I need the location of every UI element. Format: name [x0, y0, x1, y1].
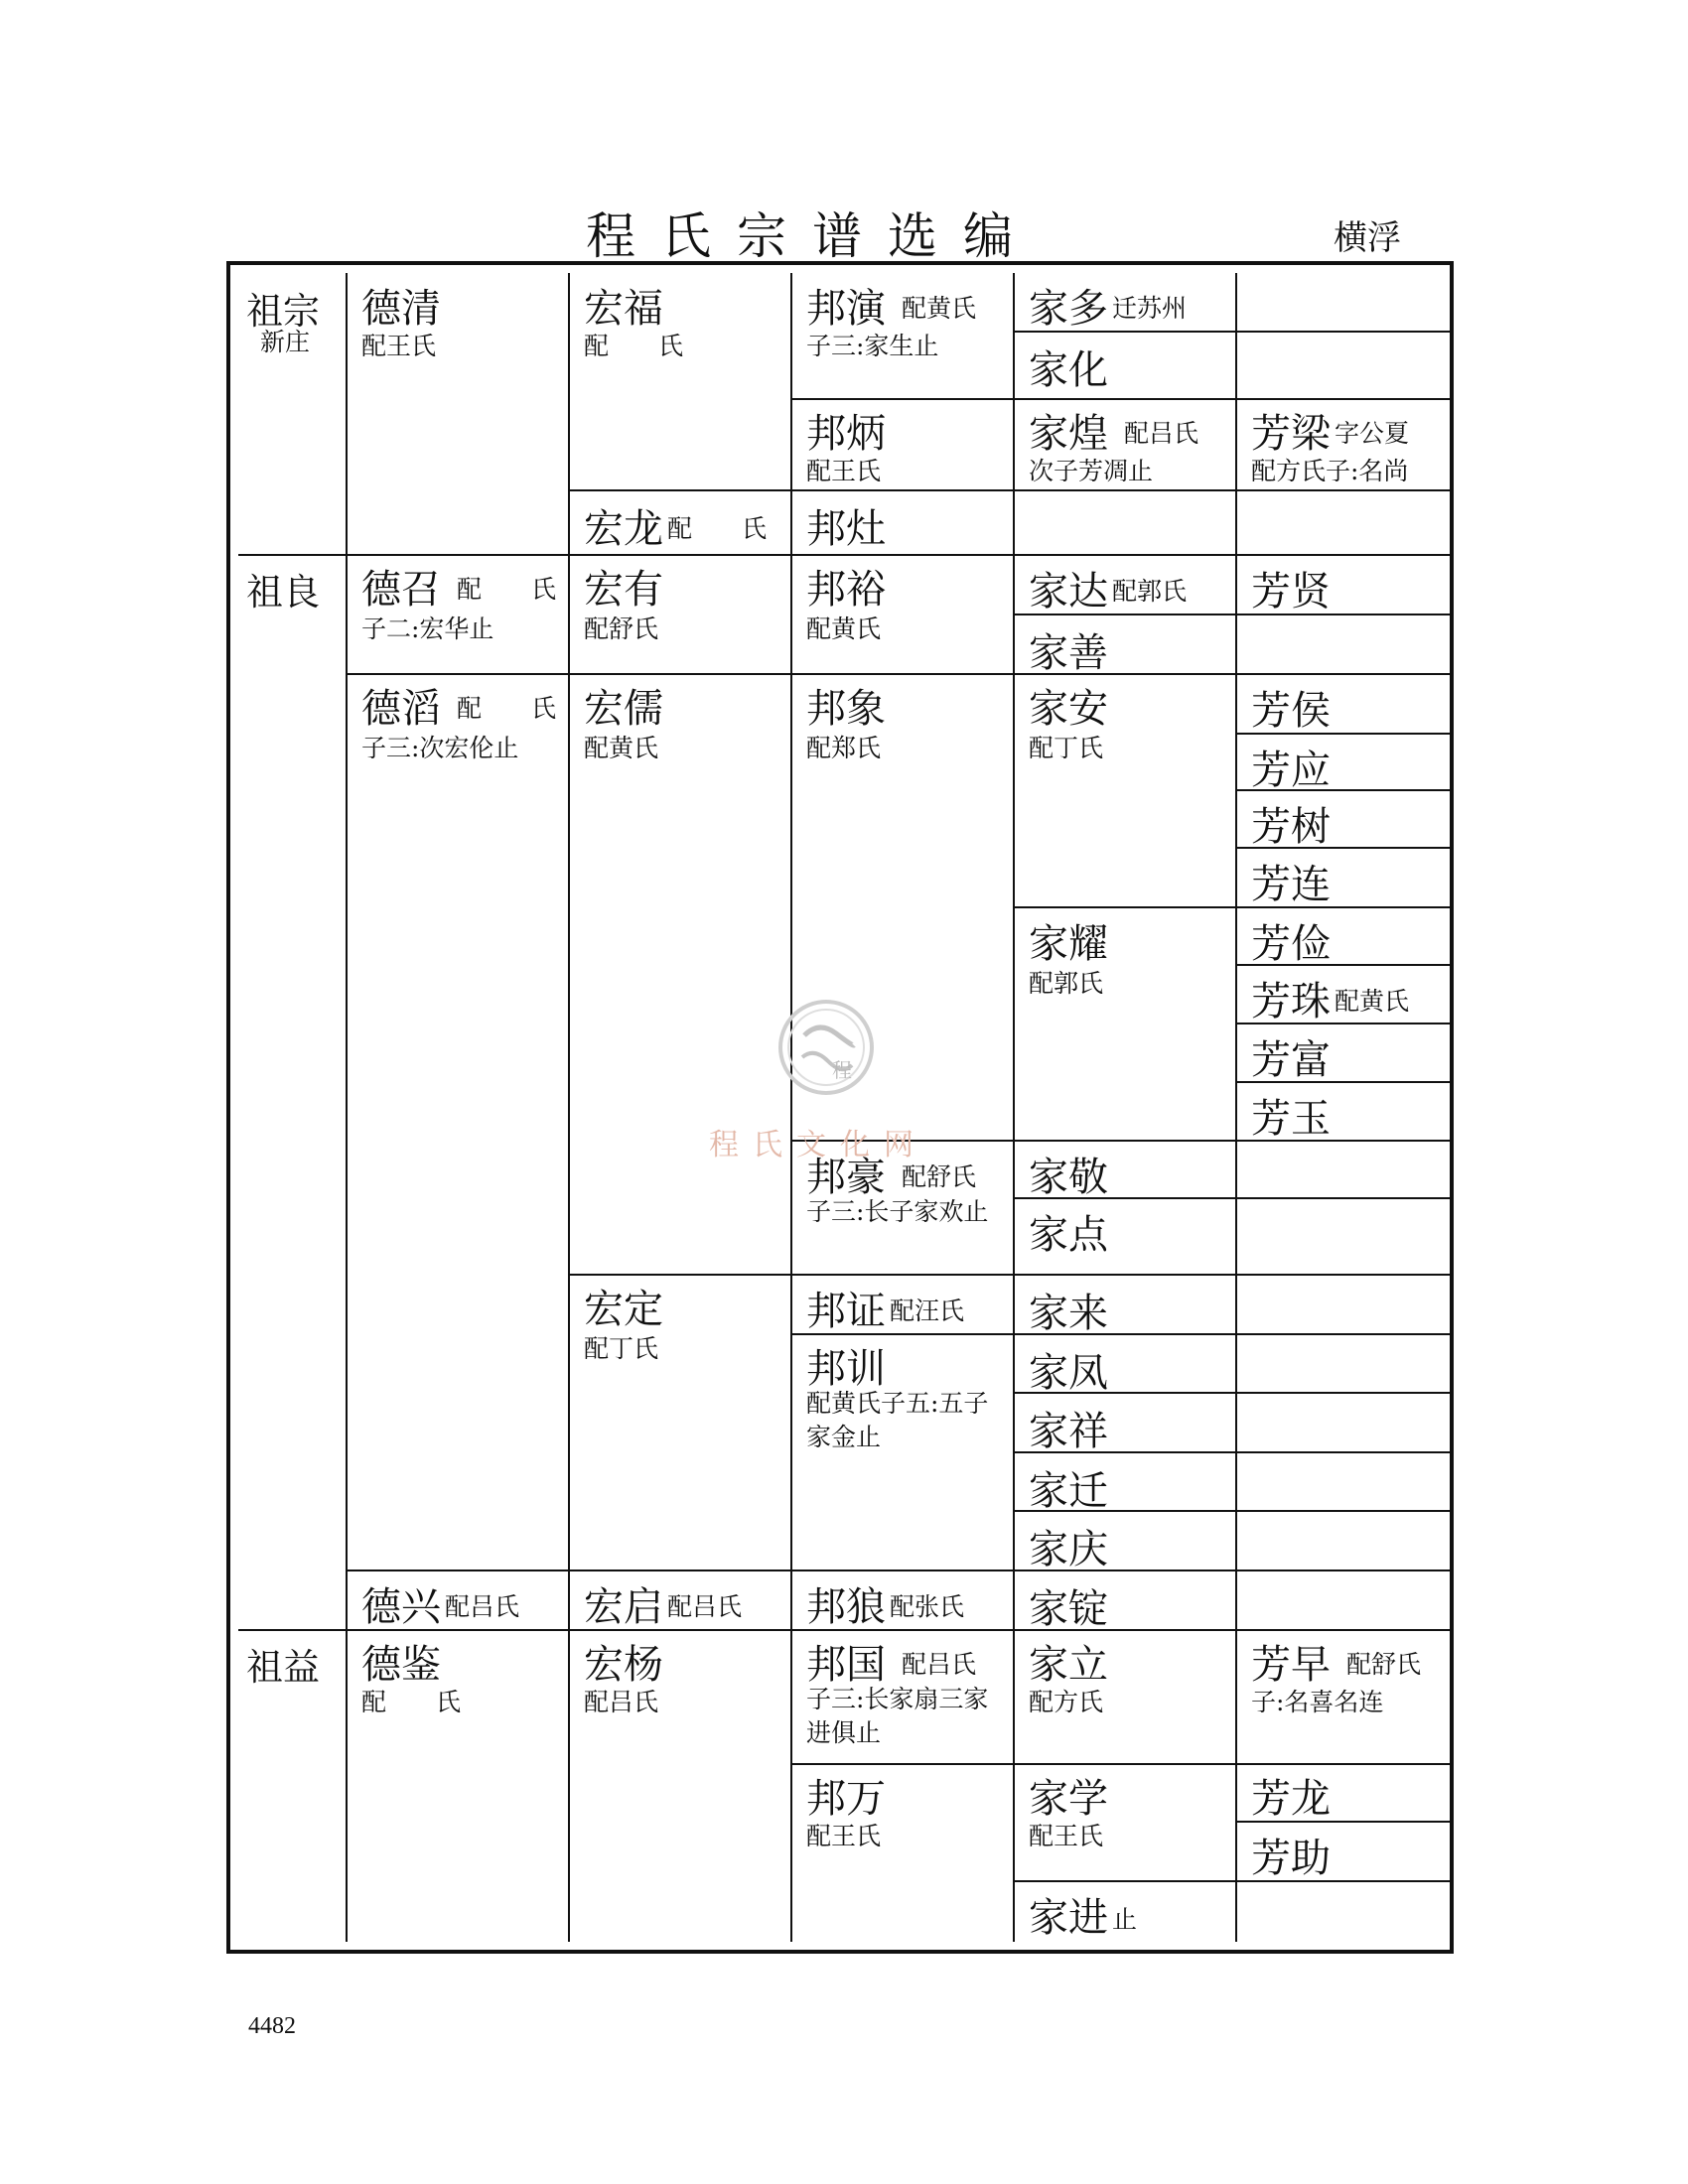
person-name: 家祥	[1029, 1409, 1108, 1454]
person-name: 芳龙	[1251, 1776, 1331, 1822]
person-name: 家迁	[1029, 1468, 1108, 1514]
person-cell	[792, 1571, 1013, 1631]
person-detail: 配丁氏	[584, 1334, 659, 1363]
person-name: 芳侯	[1251, 688, 1331, 734]
person-cell	[1015, 1512, 1235, 1571]
person-name: 家立	[1029, 1642, 1108, 1688]
person-name: 家进	[1029, 1895, 1108, 1941]
person-name: 邦炳	[806, 411, 886, 457]
person-name: 邦狼	[806, 1584, 886, 1630]
person-cell	[570, 1631, 790, 1942]
person-name: 芳连	[1251, 862, 1331, 907]
empty-cell	[1237, 1453, 1454, 1512]
empty-cell	[1237, 273, 1454, 333]
ancestor-cell	[238, 273, 346, 556]
person-note: 配吕氏	[667, 1592, 743, 1621]
person-cell	[1237, 400, 1454, 491]
person-cell	[570, 675, 790, 1276]
ancestor-name: 祖益	[246, 1646, 320, 1689]
empty-cell	[1015, 491, 1235, 556]
person-detail: 配 氏	[361, 1688, 462, 1716]
person-name: 邦证	[806, 1289, 886, 1334]
person-name: 家安	[1029, 686, 1108, 732]
empty-cell	[1237, 1882, 1454, 1942]
person-name: 芳早	[1251, 1642, 1331, 1688]
person-name: 邦演	[806, 286, 886, 332]
person-note: 配 氏	[457, 575, 557, 604]
genealogy-table	[238, 273, 1454, 1942]
empty-cell	[1237, 1199, 1454, 1276]
person-detail: 配舒氏	[584, 614, 659, 643]
person-name: 芳助	[1251, 1836, 1331, 1881]
person-cell	[792, 400, 1013, 491]
person-cell	[570, 556, 790, 675]
empty-cell	[1237, 1276, 1454, 1335]
person-note: 配吕氏	[445, 1592, 520, 1621]
person-cell	[1237, 1631, 1454, 1765]
empty-cell	[1237, 1512, 1454, 1571]
person-cell	[570, 1276, 790, 1571]
person-cell	[1015, 1631, 1235, 1765]
person-name: 芳树	[1251, 804, 1331, 850]
person-cell	[792, 1631, 1013, 1765]
person-cell	[792, 1335, 1013, 1571]
person-name: 芳富	[1251, 1037, 1331, 1083]
empty-cell	[1237, 491, 1454, 556]
person-cell	[1015, 1394, 1235, 1453]
page-title: 程氏宗谱选编	[586, 207, 1039, 265]
person-cell	[1237, 849, 1454, 908]
person-note: 配黄氏	[1335, 987, 1410, 1016]
person-cell	[1237, 791, 1454, 849]
person-note: 配舒氏	[902, 1162, 977, 1191]
person-name: 家化	[1029, 347, 1108, 393]
person-cell	[1015, 1276, 1235, 1335]
person-cell	[348, 1571, 568, 1631]
person-name: 家来	[1029, 1291, 1108, 1336]
person-name: 芳珠	[1251, 979, 1331, 1024]
person-detail: 配 氏	[584, 332, 684, 360]
person-name: 家凤	[1029, 1350, 1108, 1396]
person-note: 配张氏	[890, 1592, 965, 1621]
person-name: 宏福	[584, 286, 663, 332]
watermark-text: 程氏文化网	[709, 1128, 927, 1162]
person-cell	[1015, 1882, 1235, 1942]
person-cell	[1237, 908, 1454, 966]
person-cell	[1015, 615, 1235, 675]
person-cell	[570, 273, 790, 491]
person-name: 家煌	[1029, 411, 1108, 457]
person-name: 家学	[1029, 1776, 1108, 1822]
person-note: 配舒氏	[1346, 1650, 1422, 1679]
person-cell	[1237, 556, 1454, 615]
person-cell	[1015, 1199, 1235, 1276]
person-name: 邦国	[806, 1642, 886, 1688]
person-name: 德清	[361, 286, 441, 332]
ancestor-note: 新庄	[260, 328, 311, 356]
person-name: 宏龙	[584, 506, 663, 552]
person-cell	[1015, 1335, 1235, 1394]
person-name: 家锭	[1029, 1586, 1108, 1632]
ancestor-cell	[238, 556, 346, 1631]
person-name: 芳梁	[1251, 411, 1331, 457]
person-name: 家多	[1029, 286, 1108, 332]
person-note: 字公夏	[1335, 419, 1410, 448]
person-note: 配汪氏	[890, 1297, 965, 1325]
person-name: 家善	[1029, 630, 1108, 676]
person-name: 家庆	[1029, 1527, 1108, 1572]
person-detail: 配王氏	[806, 1822, 882, 1850]
person-name: 家点	[1029, 1212, 1108, 1258]
person-cell	[792, 273, 1013, 400]
person-name: 邦训	[806, 1346, 886, 1392]
ancestor-name: 祖良	[246, 571, 320, 614]
person-cell	[1237, 675, 1454, 735]
person-cell	[1015, 1142, 1235, 1199]
seal-character: 程	[832, 1058, 852, 1082]
person-cell	[570, 1571, 790, 1631]
person-detail: 配王氏	[361, 332, 437, 360]
person-name: 宏杨	[584, 1642, 663, 1688]
person-cell	[1015, 1571, 1235, 1631]
person-cell	[570, 491, 790, 556]
person-detail: 配王氏	[1029, 1822, 1104, 1850]
person-note: 迁苏州	[1112, 294, 1188, 323]
person-cell	[792, 491, 1013, 556]
person-cell	[1015, 333, 1235, 400]
person-detail: 配吕氏	[584, 1688, 659, 1716]
person-detail: 子三:长子家欢止	[806, 1197, 989, 1226]
person-name: 德兴	[361, 1584, 441, 1630]
person-detail: 配丁氏	[1029, 734, 1104, 762]
person-name: 宏儒	[584, 686, 663, 732]
ancestor-cell	[238, 1631, 346, 1942]
person-cell	[348, 556, 568, 675]
person-detail: 子三:家生止	[806, 332, 939, 360]
person-cell	[792, 1276, 1013, 1335]
person-name: 家耀	[1029, 921, 1108, 967]
person-name: 德鉴	[361, 1642, 441, 1688]
person-cell	[348, 1631, 568, 1942]
person-detail: 子三:长家扇三家进俱止	[806, 1685, 989, 1747]
person-detail: 配方氏子:名尚	[1251, 457, 1409, 485]
person-cell	[1237, 1765, 1454, 1823]
person-cell	[792, 556, 1013, 675]
person-detail: 配王氏	[806, 457, 882, 485]
person-name: 邦裕	[806, 567, 886, 613]
empty-cell	[1237, 615, 1454, 675]
person-detail: 子:名喜名连	[1251, 1688, 1384, 1716]
person-name: 宏有	[584, 567, 663, 613]
person-name: 邦象	[806, 686, 886, 732]
person-name: 家达	[1029, 569, 1108, 614]
person-name: 宏定	[584, 1287, 663, 1332]
person-cell	[1237, 1024, 1454, 1083]
person-name: 芳应	[1251, 748, 1331, 793]
person-detail: 子二:宏华止	[361, 614, 494, 643]
empty-cell	[1237, 1335, 1454, 1394]
person-cell	[1015, 1765, 1235, 1882]
empty-cell	[1237, 1394, 1454, 1453]
person-detail: 配郑氏	[806, 734, 882, 762]
person-note: 配吕氏	[1124, 419, 1199, 448]
person-name: 家敬	[1029, 1155, 1108, 1200]
person-detail: 配方氏	[1029, 1688, 1104, 1716]
person-cell	[1015, 1453, 1235, 1512]
page-number: 4482	[248, 2013, 296, 2039]
person-detail: 次子芳凋止	[1029, 457, 1154, 485]
region-label: 横浮	[1334, 218, 1401, 258]
person-detail: 配黄氏	[806, 614, 882, 643]
person-cell	[348, 675, 568, 1571]
person-name: 德召	[361, 567, 441, 613]
person-cell	[1237, 1823, 1454, 1882]
person-name: 宏启	[584, 1584, 663, 1630]
person-cell	[1015, 400, 1235, 491]
person-note: 止	[1112, 1905, 1138, 1934]
person-cell	[1015, 556, 1235, 615]
person-name: 芳贤	[1251, 569, 1331, 614]
person-cell	[348, 273, 568, 556]
person-cell	[1237, 966, 1454, 1024]
person-name: 芳玉	[1251, 1096, 1331, 1142]
person-name: 德滔	[361, 686, 441, 732]
empty-cell	[1237, 333, 1454, 400]
person-cell	[1237, 735, 1454, 791]
person-name: 邦灶	[806, 506, 886, 552]
person-detail: 子三:次宏伦止	[361, 734, 519, 762]
person-note: 配黄氏	[902, 294, 977, 323]
person-note: 配吕氏	[902, 1650, 977, 1679]
person-cell	[792, 1765, 1013, 1942]
person-detail: 配黄氏	[584, 734, 659, 762]
person-detail: 配郭氏	[1029, 969, 1104, 998]
empty-cell	[1237, 1142, 1454, 1199]
seal-watermark-icon	[774, 996, 879, 1100]
person-cell	[1015, 908, 1235, 1142]
person-note: 配 氏	[667, 514, 768, 543]
ancestor-name: 祖宗	[246, 290, 320, 333]
person-cell	[1015, 675, 1235, 908]
empty-cell	[1237, 1571, 1454, 1631]
person-note: 配 氏	[457, 694, 557, 723]
person-cell	[1015, 273, 1235, 333]
person-note: 配郭氏	[1112, 577, 1188, 606]
person-name: 邦豪	[806, 1155, 886, 1200]
person-cell	[1237, 1083, 1454, 1142]
person-name: 芳俭	[1251, 921, 1331, 967]
person-name: 邦万	[806, 1776, 886, 1822]
person-detail: 配黄氏子五:五子家金止	[806, 1389, 989, 1451]
